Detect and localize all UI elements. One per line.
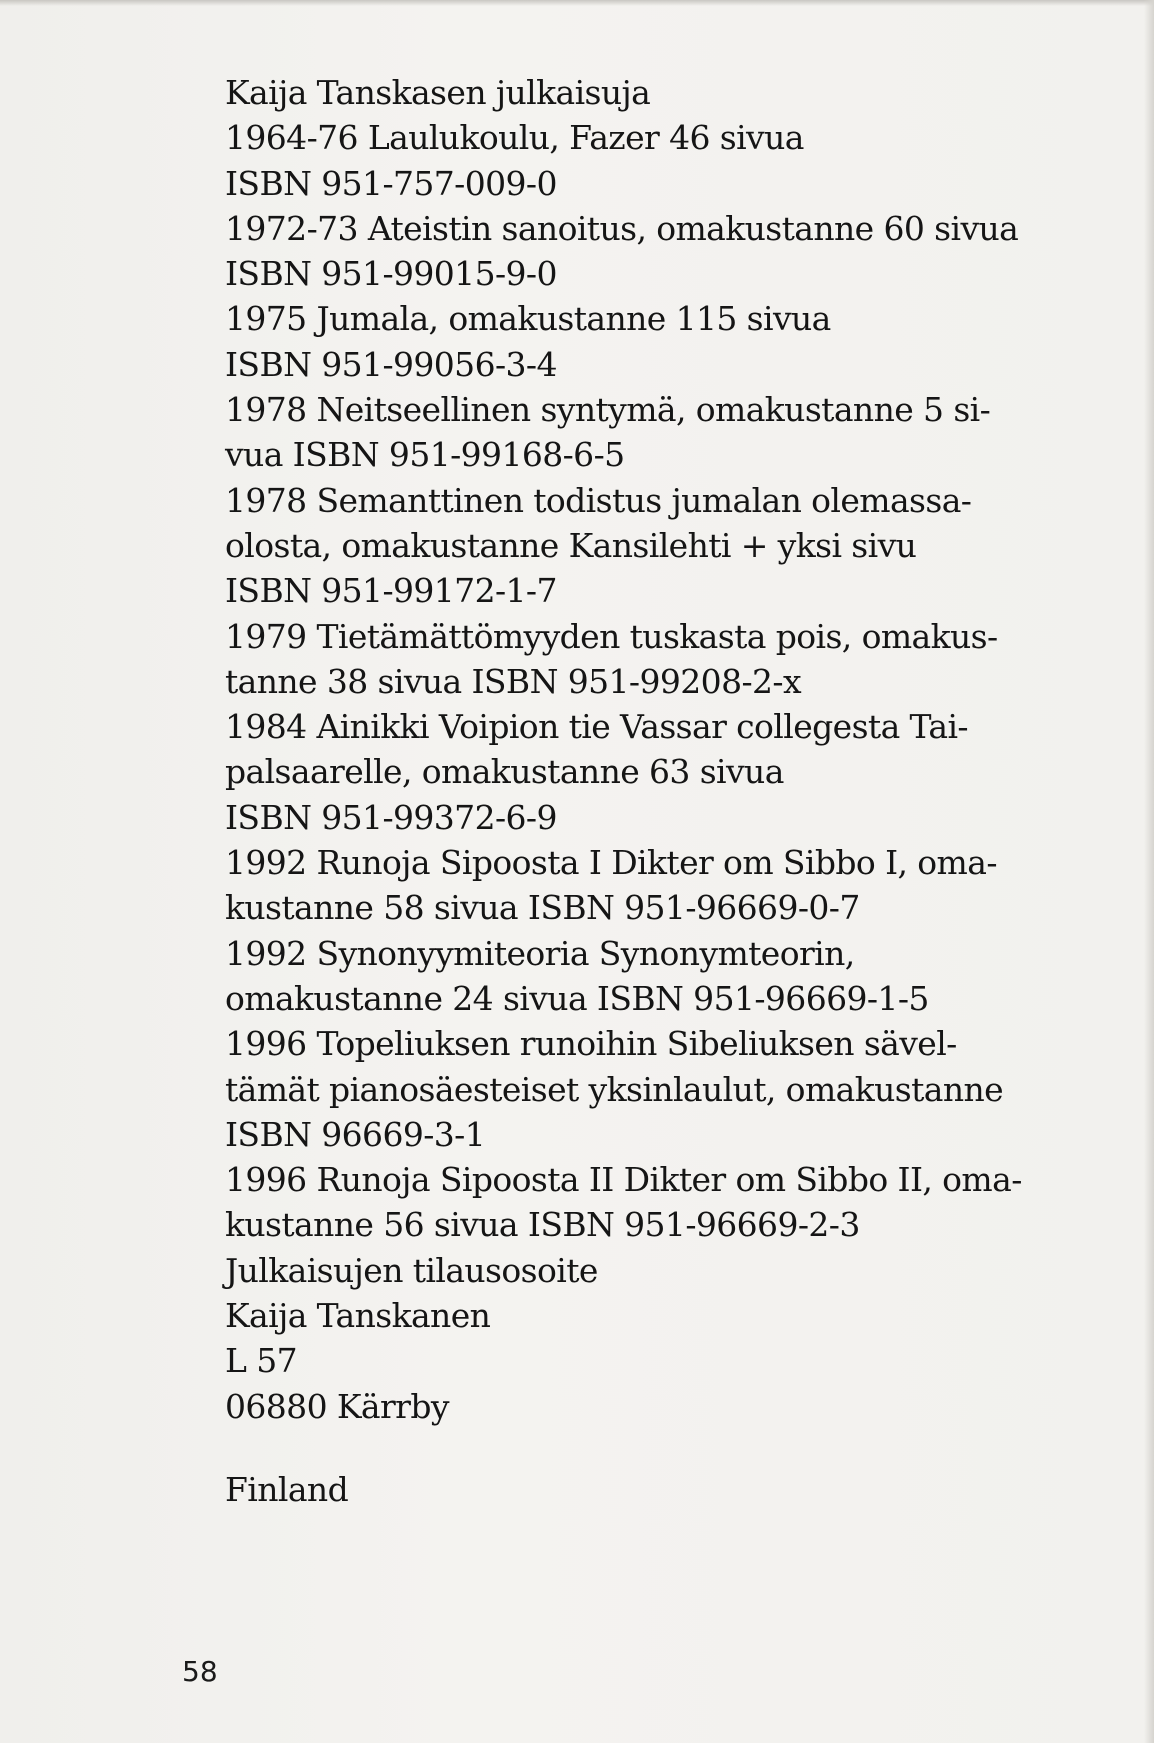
text-line: kustanne 56 sivua ISBN 951-96669-2-3 <box>225 1205 860 1245</box>
text-line: L 57 <box>225 1341 297 1381</box>
text-line: Kaija Tanskanen <box>225 1296 491 1336</box>
text-line: 1978 Neitseellinen syntymä, omakustanne 5 si- <box>225 390 991 430</box>
page-top-edge <box>0 0 1154 6</box>
text-line: ISBN 96669-3-1 <box>225 1114 486 1154</box>
text-line: kustanne 58 sivua ISBN 951-96669-0-7 <box>225 888 860 928</box>
text-line: ISBN 951-757-009-0 <box>225 163 557 203</box>
text-line: 1978 Semanttinen todistus jumalan olemassa- <box>225 480 972 520</box>
text-line: 1972-73 Ateistin sanoitus, omakustanne 60 sivua <box>225 208 1019 248</box>
text-line: vua ISBN 951-99168-6-5 <box>225 435 625 475</box>
text-line: ISBN 951-99172-1-7 <box>225 571 557 611</box>
spacer <box>225 1429 1055 1467</box>
text-line: 1984 Ainikki Voipion tie Vassar collegesta Tai- <box>225 707 968 747</box>
text-line: ISBN 951-99372-6-9 <box>225 797 557 837</box>
text-line: olosta, omakustanne Kansilehti + yksi sivu <box>225 525 917 565</box>
text-line: Kaija Tanskasen julkaisuja <box>225 73 651 112</box>
text-line: 1992 Synonyymiteoria Synonymteorin, <box>225 933 855 973</box>
publication-list <box>225 70 1055 1512</box>
text-line: 1964-76 Laulukoulu, Fazer 46 sivua <box>225 118 804 158</box>
text-line: 1996 Runoja Sipoosta II Dikter om Sibbo II, oma- <box>225 1160 1022 1200</box>
text-line: tanne 38 sivua ISBN 951-99208-2-x <box>225 661 801 701</box>
text-line: 1975 Jumala, omakustanne 115 sivua <box>225 299 831 339</box>
address-country: Finland <box>225 1469 349 1509</box>
page-number: 58 <box>182 1655 218 1688</box>
text-line: Julkaisujen tilausosoite <box>225 1250 598 1290</box>
page-right-edge <box>1144 0 1154 1743</box>
text-line: 1992 Runoja Sipoosta I Dikter om Sibbo I, oma- <box>225 843 997 883</box>
text-line: palsaarelle, omakustanne 63 sivua <box>225 752 784 792</box>
text-line: ISBN 951-99015-9-0 <box>225 254 557 294</box>
text-line: 1979 Tietämättömyyden tuskasta pois, omakus- <box>225 616 998 656</box>
text-line: 06880 Kärrby <box>225 1386 449 1426</box>
text-line: ISBN 951-99056-3-4 <box>225 344 557 384</box>
text-line: tämät pianosäesteiset yksinlaulut, omakustanne <box>225 1069 1004 1109</box>
text-line: 1996 Topeliuksen runoihin Sibeliuksen sävel- <box>225 1024 957 1064</box>
text-line: omakustanne 24 sivua ISBN 951-96669-1-5 <box>225 978 929 1018</box>
